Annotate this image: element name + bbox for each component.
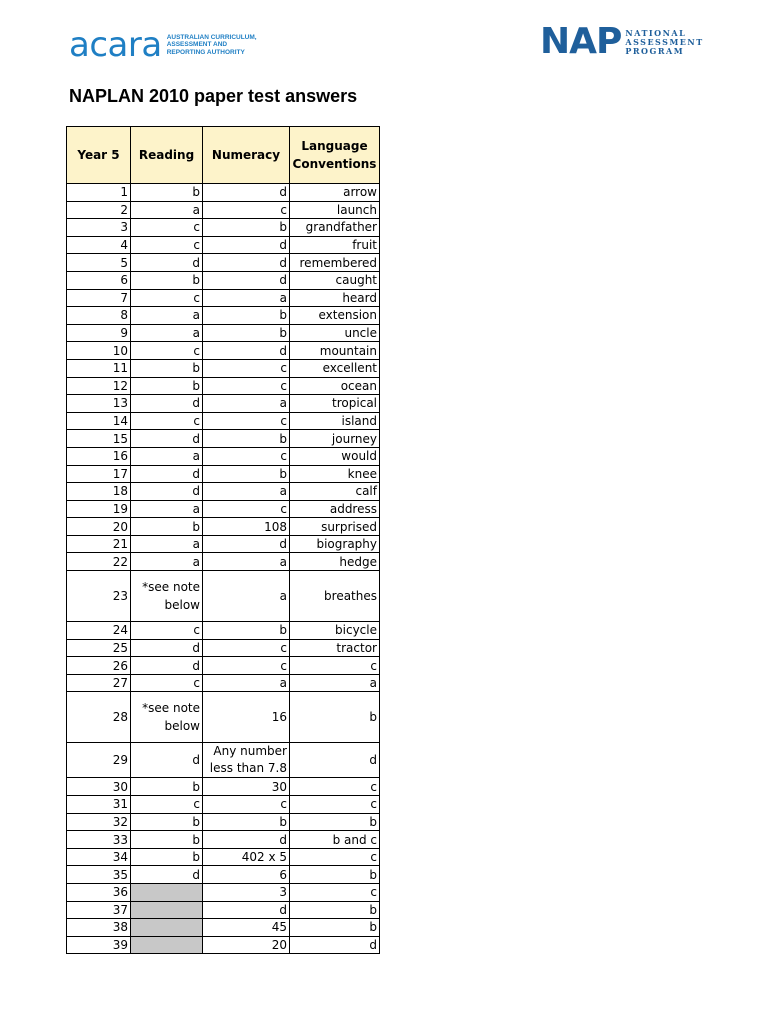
- table-row: [67, 201, 380, 219]
- cell-language: c: [290, 657, 380, 675]
- cell-question: 21: [67, 535, 131, 553]
- cell-question: 24: [67, 622, 131, 640]
- cell-language: b: [290, 813, 380, 831]
- cell-language: surprised: [290, 518, 380, 536]
- cell-reading: c: [131, 342, 203, 360]
- cell-reading: a: [131, 553, 203, 571]
- cell-question: 16: [67, 447, 131, 465]
- cell-question: 14: [67, 412, 131, 430]
- cell-question: 23: [67, 571, 131, 622]
- cell-question: 30: [67, 778, 131, 796]
- cell-language: launch: [290, 201, 380, 219]
- table-row: [67, 219, 380, 237]
- table-row: [67, 377, 380, 395]
- cell-question: 18: [67, 483, 131, 501]
- cell-language: would: [290, 447, 380, 465]
- nap-logo-word: NAP: [540, 21, 622, 62]
- table-row: [67, 483, 380, 501]
- cell-numeracy: 30: [203, 778, 290, 796]
- table-header-row: [67, 127, 380, 184]
- cell-reading: [131, 936, 203, 954]
- cell-question: 15: [67, 430, 131, 448]
- header-numeracy: Numeracy: [203, 127, 290, 184]
- cell-language: excellent: [290, 359, 380, 377]
- cell-question: 38: [67, 919, 131, 937]
- cell-question: 2: [67, 201, 131, 219]
- cell-language: c: [290, 848, 380, 866]
- cell-question: 22: [67, 553, 131, 571]
- cell-numeracy: a: [203, 553, 290, 571]
- cell-numeracy: b: [203, 219, 290, 237]
- cell-numeracy: b: [203, 622, 290, 640]
- cell-reading: a: [131, 324, 203, 342]
- cell-language: c: [290, 884, 380, 902]
- cell-language: grandfather: [290, 219, 380, 237]
- cell-numeracy: c: [203, 447, 290, 465]
- cell-numeracy: d: [203, 271, 290, 289]
- cell-language: tropical: [290, 395, 380, 413]
- cell-numeracy: d: [203, 254, 290, 272]
- table-row: [67, 571, 380, 622]
- table-row: [67, 535, 380, 553]
- table-row: [67, 919, 380, 937]
- cell-language: knee: [290, 465, 380, 483]
- cell-numeracy: b: [203, 465, 290, 483]
- cell-language: b: [290, 866, 380, 884]
- cell-question: 4: [67, 236, 131, 254]
- table-row: [67, 743, 380, 778]
- cell-reading: [131, 919, 203, 937]
- cell-question: 31: [67, 796, 131, 814]
- cell-question: 29: [67, 743, 131, 778]
- table-row: [67, 430, 380, 448]
- cell-reading: c: [131, 412, 203, 430]
- cell-numeracy: d: [203, 342, 290, 360]
- table-row: [67, 307, 380, 325]
- cell-question: 13: [67, 395, 131, 413]
- cell-question: 9: [67, 324, 131, 342]
- acara-logo-word: acara: [69, 25, 162, 65]
- cell-reading: b: [131, 831, 203, 849]
- cell-question: 39: [67, 936, 131, 954]
- cell-language: biography: [290, 535, 380, 553]
- table-row: [67, 395, 380, 413]
- table-row: [67, 553, 380, 571]
- cell-reading: a: [131, 201, 203, 219]
- cell-question: 26: [67, 657, 131, 675]
- cell-question: 11: [67, 359, 131, 377]
- cell-question: 10: [67, 342, 131, 360]
- cell-numeracy: c: [203, 359, 290, 377]
- cell-numeracy: 108: [203, 518, 290, 536]
- acara-logo: [69, 25, 287, 65]
- table-row: [67, 813, 380, 831]
- cell-numeracy: c: [203, 657, 290, 675]
- cell-language: extension: [290, 307, 380, 325]
- cell-language: b: [290, 919, 380, 937]
- cell-numeracy: Any number less than 7.8: [203, 743, 290, 778]
- cell-reading: d: [131, 657, 203, 675]
- answers-body: [67, 184, 380, 954]
- table-row: [67, 692, 380, 743]
- cell-language: island: [290, 412, 380, 430]
- cell-language: ocean: [290, 377, 380, 395]
- cell-reading: b: [131, 813, 203, 831]
- cell-question: 33: [67, 831, 131, 849]
- cell-numeracy: 45: [203, 919, 290, 937]
- nap-logo: [540, 21, 704, 62]
- cell-language: calf: [290, 483, 380, 501]
- cell-reading: a: [131, 447, 203, 465]
- table-row: [67, 236, 380, 254]
- cell-language: address: [290, 500, 380, 518]
- cell-numeracy: b: [203, 307, 290, 325]
- cell-reading: d: [131, 483, 203, 501]
- cell-numeracy: b: [203, 430, 290, 448]
- cell-numeracy: d: [203, 535, 290, 553]
- table-row: [67, 831, 380, 849]
- cell-reading: a: [131, 307, 203, 325]
- cell-numeracy: a: [203, 395, 290, 413]
- cell-reading: d: [131, 430, 203, 448]
- cell-language: b and c: [290, 831, 380, 849]
- cell-question: 28: [67, 692, 131, 743]
- cell-reading: b: [131, 848, 203, 866]
- table-row: [67, 271, 380, 289]
- cell-reading: b: [131, 778, 203, 796]
- cell-question: 27: [67, 674, 131, 692]
- cell-language: tractor: [290, 639, 380, 657]
- cell-numeracy: 6: [203, 866, 290, 884]
- cell-language: remembered: [290, 254, 380, 272]
- cell-language: caught: [290, 271, 380, 289]
- cell-language: b: [290, 901, 380, 919]
- cell-question: 20: [67, 518, 131, 536]
- cell-numeracy: c: [203, 201, 290, 219]
- table-row: [67, 518, 380, 536]
- cell-reading: d: [131, 395, 203, 413]
- cell-question: 7: [67, 289, 131, 307]
- cell-numeracy: b: [203, 813, 290, 831]
- cell-reading: a: [131, 500, 203, 518]
- cell-reading: d: [131, 254, 203, 272]
- cell-numeracy: c: [203, 500, 290, 518]
- table-row: [67, 412, 380, 430]
- cell-numeracy: a: [203, 483, 290, 501]
- cell-reading: d: [131, 743, 203, 778]
- table-row: [67, 901, 380, 919]
- cell-numeracy: d: [203, 236, 290, 254]
- cell-numeracy: c: [203, 796, 290, 814]
- cell-numeracy: d: [203, 831, 290, 849]
- cell-numeracy: d: [203, 901, 290, 919]
- cell-reading: c: [131, 674, 203, 692]
- cell-reading: b: [131, 184, 203, 202]
- cell-reading: c: [131, 289, 203, 307]
- cell-question: 37: [67, 901, 131, 919]
- cell-question: 3: [67, 219, 131, 237]
- cell-reading: b: [131, 271, 203, 289]
- table-row: [67, 184, 380, 202]
- table-row: [67, 622, 380, 640]
- cell-numeracy: b: [203, 324, 290, 342]
- table-row: [67, 465, 380, 483]
- cell-reading: d: [131, 639, 203, 657]
- cell-question: 6: [67, 271, 131, 289]
- page-title: NAPLAN 2010 paper test answers: [69, 86, 358, 106]
- cell-numeracy: c: [203, 639, 290, 657]
- cell-numeracy: a: [203, 289, 290, 307]
- cell-reading: c: [131, 622, 203, 640]
- cell-reading: d: [131, 866, 203, 884]
- cell-reading: [131, 884, 203, 902]
- table-row: [67, 324, 380, 342]
- cell-language: c: [290, 796, 380, 814]
- table-row: [67, 778, 380, 796]
- cell-reading: b: [131, 518, 203, 536]
- cell-reading: b: [131, 377, 203, 395]
- cell-language: hedge: [290, 553, 380, 571]
- cell-language: heard: [290, 289, 380, 307]
- cell-question: 35: [67, 866, 131, 884]
- cell-reading: *see note below: [131, 692, 203, 743]
- cell-question: 25: [67, 639, 131, 657]
- table-row: [67, 639, 380, 657]
- cell-numeracy: d: [203, 184, 290, 202]
- header-reading: Reading: [131, 127, 203, 184]
- cell-numeracy: c: [203, 377, 290, 395]
- cell-question: 32: [67, 813, 131, 831]
- cell-numeracy: a: [203, 571, 290, 622]
- table-row: [67, 359, 380, 377]
- cell-reading: a: [131, 535, 203, 553]
- cell-reading: [131, 901, 203, 919]
- cell-language: breathes: [290, 571, 380, 622]
- cell-language: b: [290, 692, 380, 743]
- table-row: [67, 884, 380, 902]
- table-row: [67, 848, 380, 866]
- answers-table: [66, 126, 380, 954]
- cell-language: journey: [290, 430, 380, 448]
- cell-language: c: [290, 778, 380, 796]
- cell-language: uncle: [290, 324, 380, 342]
- table-row: [67, 342, 380, 360]
- cell-reading: *see note below: [131, 571, 203, 622]
- cell-reading: c: [131, 236, 203, 254]
- cell-reading: b: [131, 359, 203, 377]
- header-language-conventions: Language Conventions: [290, 127, 380, 184]
- cell-question: 36: [67, 884, 131, 902]
- table-row: [67, 500, 380, 518]
- table-row: [67, 289, 380, 307]
- cell-question: 5: [67, 254, 131, 272]
- cell-language: a: [290, 674, 380, 692]
- cell-numeracy: 16: [203, 692, 290, 743]
- cell-question: 8: [67, 307, 131, 325]
- acara-logo-subtitle: AUSTRALIAN CURRICULUM, ASSESSMENT AND REPORTING AUTHORITY: [166, 33, 257, 56]
- cell-reading: d: [131, 465, 203, 483]
- table-row: [67, 447, 380, 465]
- cell-language: mountain: [290, 342, 380, 360]
- cell-numeracy: 20: [203, 936, 290, 954]
- nap-logo-subtitle: NATIONAL ASSESSMENT PROGRAM: [625, 27, 704, 56]
- table-row: [67, 254, 380, 272]
- table-row: [67, 796, 380, 814]
- cell-numeracy: c: [203, 412, 290, 430]
- cell-numeracy: 3: [203, 884, 290, 902]
- cell-numeracy: 402 x 5: [203, 848, 290, 866]
- cell-question: 19: [67, 500, 131, 518]
- cell-language: bicycle: [290, 622, 380, 640]
- cell-reading: c: [131, 219, 203, 237]
- cell-question: 34: [67, 848, 131, 866]
- cell-numeracy: a: [203, 674, 290, 692]
- header-year5: Year 5: [67, 127, 131, 184]
- cell-language: d: [290, 743, 380, 778]
- cell-question: 1: [67, 184, 131, 202]
- cell-language: arrow: [290, 184, 380, 202]
- cell-question: 12: [67, 377, 131, 395]
- table-row: [67, 866, 380, 884]
- table-row: [67, 674, 380, 692]
- table-row: [67, 657, 380, 675]
- table-row: [67, 936, 380, 954]
- cell-reading: c: [131, 796, 203, 814]
- cell-question: 17: [67, 465, 131, 483]
- cell-language: fruit: [290, 236, 380, 254]
- cell-language: d: [290, 936, 380, 954]
